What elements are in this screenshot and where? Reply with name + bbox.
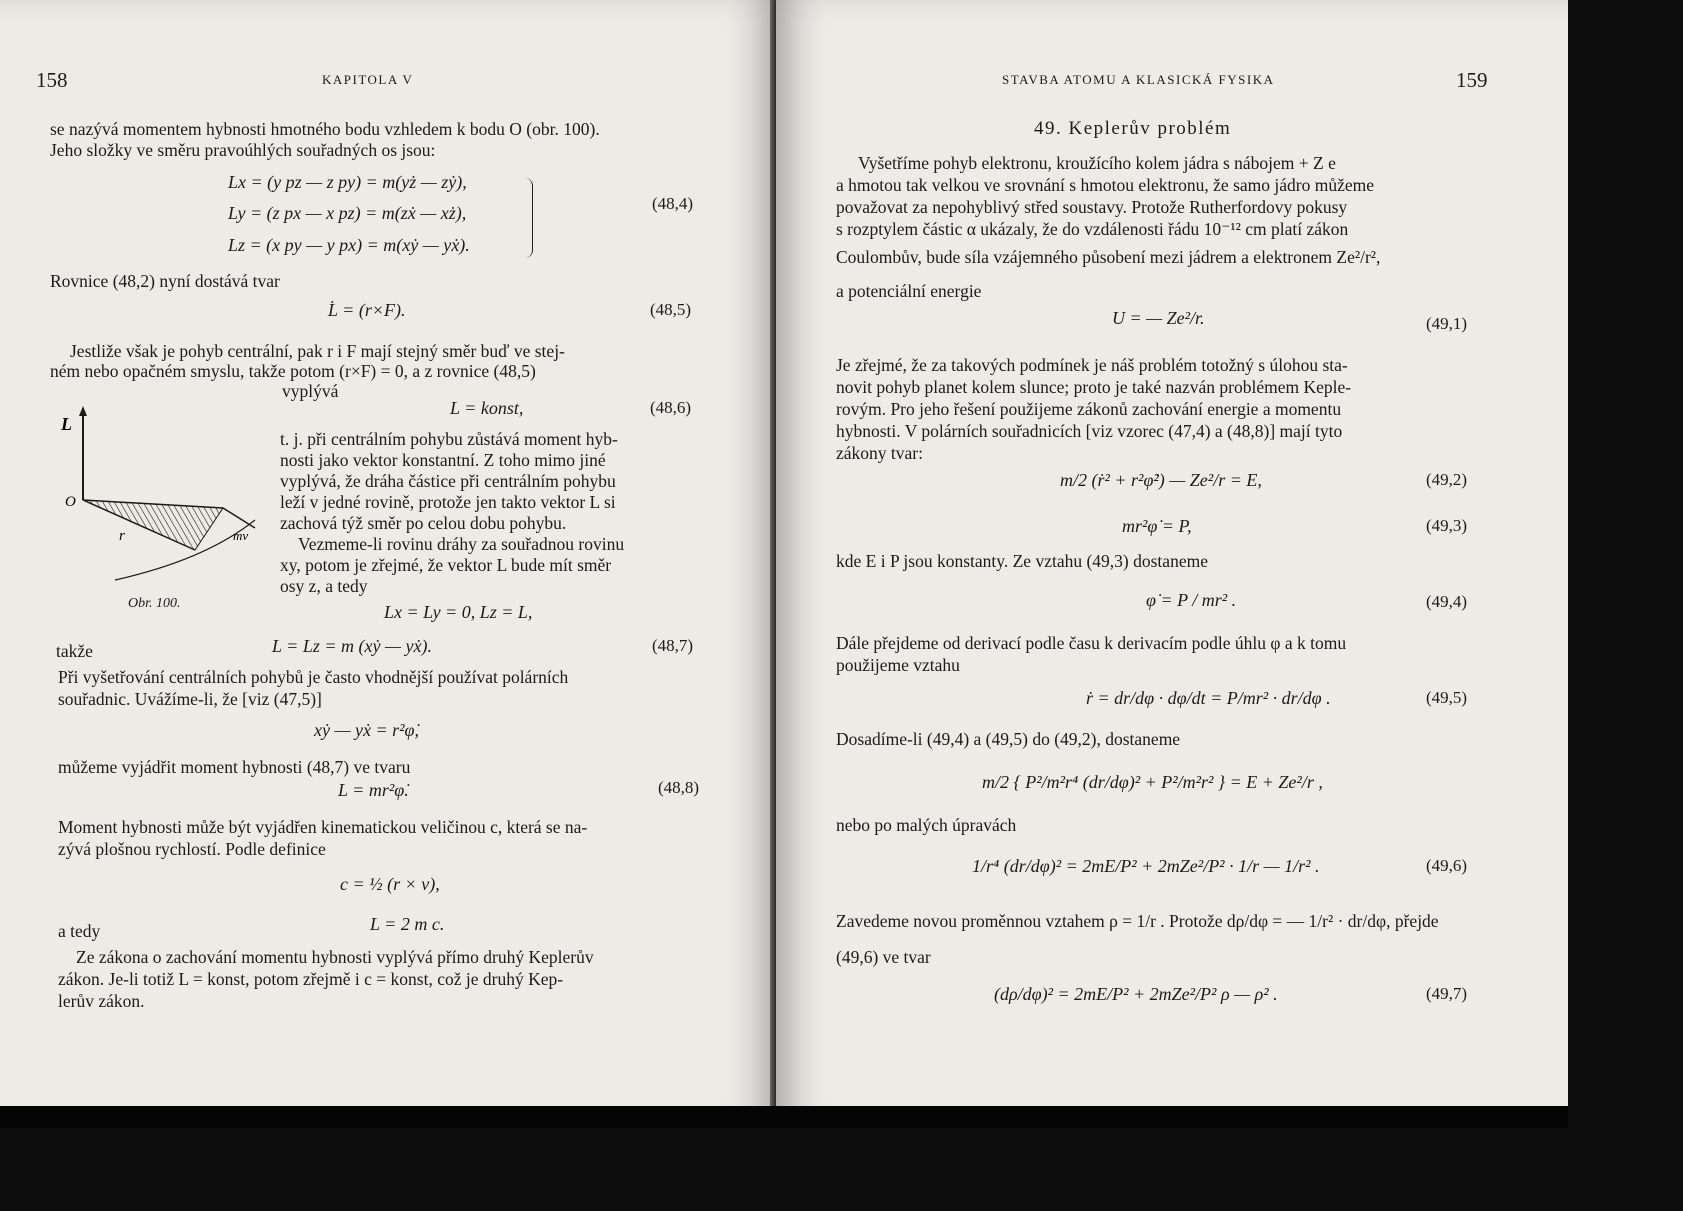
text-line: Je zřejmé, že za takových podmínek je náš problém totožný s úlohou sta- bbox=[836, 355, 1348, 375]
equation: 1/r⁴ (dr/dφ)² = 2mE/P² + 2mZe²/P² · 1/r — 1/r² . bbox=[972, 856, 1320, 876]
text-line: souřadnic. Uvážíme-li, že [viz (47,5)] bbox=[58, 689, 322, 709]
equation-number: (48,4) bbox=[652, 194, 694, 213]
text-line: a hmotou tak velkou ve srovnání s hmotou elektronu, že samo jádro můžeme bbox=[836, 175, 1374, 195]
equation: m/2 (ṙ² + r²φ̇²) — Ze²/r = E, bbox=[1060, 470, 1262, 490]
text-line: hybnosti. V polárních souřadnicích [viz vzorec (47,4) a (48,8)] mají tyto bbox=[836, 421, 1343, 441]
running-head: STAVBA ATOMU A KLASICKÁ FYSIKA bbox=[1002, 72, 1275, 87]
text-line: zývá plošnou rychlostí. Podle definice bbox=[58, 839, 326, 859]
section-title: 49. Keplerův problém bbox=[1034, 118, 1232, 139]
equation-number: (48,5) bbox=[650, 300, 692, 319]
right-page bbox=[776, 0, 1568, 1128]
paragraph: kde E i P jsou konstanty. Ze vztahu (49,3) dostaneme bbox=[836, 551, 1208, 571]
text-line: Coulombův, bude síla vzájemného působení mezi jádrem a elektronem Ze²/r², bbox=[836, 247, 1381, 267]
equation-number: (49,4) bbox=[1426, 592, 1468, 611]
figure-label: r bbox=[119, 528, 125, 544]
text-line: a tedy bbox=[58, 921, 101, 941]
brace bbox=[522, 178, 533, 258]
vector-arrowhead bbox=[79, 406, 87, 416]
text-line: Ze zákona o zachování momentu hybnosti vyplývá přímo druhý Keplerův bbox=[76, 947, 594, 967]
text-line: rovým. Pro jeho řešení použijeme zákonů zachování energie a momentu bbox=[836, 399, 1342, 419]
equation: U = — Ze²/r. bbox=[1112, 308, 1205, 328]
equation: L = 2 m c. bbox=[370, 914, 445, 934]
equation: L = konst, bbox=[450, 398, 524, 418]
equation-line: Ly = (z px — x pz) = m(zẋ — xż), bbox=[228, 203, 467, 223]
equation: Lx = Ly = 0, Lz = L, bbox=[384, 602, 533, 622]
text-line: leží v jedné rovině, protože jen takto vektor L si bbox=[280, 492, 616, 512]
equation-number: (49,3) bbox=[1426, 516, 1468, 535]
equation-number: (49,1) bbox=[1426, 314, 1468, 333]
area-swept bbox=[83, 500, 223, 550]
text-line: Jestliže však je pohyb centrální, pak r i F mají stejný směr buď ve stej- bbox=[70, 341, 565, 361]
equation-number: (48,8) bbox=[658, 778, 700, 797]
text-line: se nazývá momentem hybnosti hmotného bodu vzhledem k bodu O (obr. 100). bbox=[50, 119, 600, 139]
text-line: považovat za nepohyblivý střed soustavy. Protože Rutherfordovy pokusy bbox=[836, 197, 1348, 217]
equation-line: Lx = (y pz — z py) = m(yż — zẏ), bbox=[228, 172, 467, 192]
text-line: a potenciální energie bbox=[836, 281, 982, 301]
text-line: vyplývá bbox=[282, 381, 339, 401]
velocity-vector bbox=[223, 508, 255, 528]
text-line: (49,6) ve tvar bbox=[836, 947, 931, 967]
equation: φ̇ = P / mr² . bbox=[1146, 590, 1237, 610]
text-line: t. j. při centrálním pohybu zůstává moment hyb- bbox=[280, 429, 618, 449]
text-line: Jeho složky ve směru pravoúhlých souřadných os jsou: bbox=[50, 140, 436, 160]
page-number: 159 bbox=[1456, 68, 1488, 92]
text-line: vyplývá, že dráha částice při centrálním pohybu bbox=[280, 471, 616, 491]
text-line: Vyšetříme pohyb elektronu, kroužícího kolem jádra s nábojem + Z e bbox=[858, 153, 1336, 173]
text-line: použijeme vztahu bbox=[836, 655, 960, 675]
text-line: zákony tvar: bbox=[836, 443, 923, 463]
equation-line: Lz = (x py — y px) = m(xẏ — yẋ). bbox=[228, 235, 470, 255]
paragraph: Rovnice (48,2) nyní dostává tvar bbox=[50, 271, 280, 291]
equation: L̇ = (r×F). bbox=[328, 300, 406, 320]
figure-label: O bbox=[65, 494, 76, 510]
equation: c = ½ (r × v), bbox=[340, 874, 440, 894]
text-line: xy, potom je zřejmé, že vektor L bude mít směr bbox=[280, 555, 612, 575]
text-line: zákon. Je-li totiž L = konst, potom zřejmě i c = konst, což je druhý Kep- bbox=[58, 969, 564, 989]
text-line: ném nebo opačném smyslu, takže potom (r×F) = 0, a z rovnice (48,5) bbox=[50, 361, 536, 381]
equation: (dρ/dφ)² = 2mE/P² + 2mZe²/P² ρ — ρ² . bbox=[994, 984, 1278, 1004]
paragraph: nebo po malých úpravách bbox=[836, 815, 1017, 835]
paragraph: můžeme vyjádřit moment hybnosti (48,7) ve tvaru bbox=[58, 757, 411, 777]
equation: mr²φ̇ = P, bbox=[1122, 516, 1192, 536]
equation: L = Lz = m (xẏ — yẋ). bbox=[272, 636, 432, 656]
equation-number: (49,5) bbox=[1426, 688, 1468, 707]
text-line: nosti jako vektor konstantní. Z toho mimo jiné bbox=[280, 450, 606, 470]
text-line: lerův zákon. bbox=[58, 991, 145, 1011]
equation-number: (49,2) bbox=[1426, 470, 1468, 489]
text-line: zachová týž směr po celou dobu pohybu. bbox=[280, 513, 567, 533]
equation-number: (48,7) bbox=[652, 636, 694, 655]
equation-number: (49,7) bbox=[1426, 984, 1468, 1003]
text-line: Zavedeme novou proměnnou vztahem ρ = 1/r . Protože dρ/dφ = — 1/r² · dr/dφ, přejde bbox=[836, 911, 1439, 931]
equation: L = mr²φ̇. bbox=[338, 780, 409, 800]
running-head: KAPITOLA V bbox=[322, 72, 414, 87]
figure-caption: Obr. 100. bbox=[128, 596, 181, 611]
equation: m/2 { P²/m²r⁴ (dr/dφ)² + P²/m²r² } = E + Ze²/r , bbox=[982, 772, 1323, 792]
figure-label: L bbox=[61, 414, 72, 434]
paragraph: Dosadíme-li (49,4) a (49,5) do (49,2), dostaneme bbox=[836, 729, 1181, 749]
text-line: Moment hybnosti může být vyjádřen kinematickou veličinou c, která se na- bbox=[58, 817, 588, 837]
equation-number: (48,6) bbox=[650, 398, 692, 417]
text-line: s rozptylem částic α ukázaly, že do vzdálenosti řádu 10⁻¹² cm platí zákon bbox=[836, 219, 1349, 239]
scan-bottom-edge bbox=[0, 1106, 1568, 1128]
page-number: 158 bbox=[36, 68, 68, 92]
text-line: Dále přejdeme od derivací podle času k derivacím podle úhlu φ a k tomu bbox=[836, 633, 1347, 653]
text-line: novit pohyb planet kolem slunce; proto je také nazván problémem Keple- bbox=[836, 377, 1352, 397]
equation: xẏ — yẋ = r²φ̇, bbox=[314, 720, 419, 740]
text-line: takže bbox=[56, 641, 93, 661]
text-line: Při vyšetřování centrálních pohybů je často vhodnější používat polárních bbox=[58, 667, 569, 687]
equation-number: (49,6) bbox=[1426, 856, 1468, 875]
equation: ṙ = dr/dφ · dφ/dt = P/mr² · dr/dφ . bbox=[1086, 688, 1331, 708]
text-line: osy z, a tedy bbox=[280, 576, 368, 596]
figure-label: mv bbox=[233, 528, 249, 543]
text-line: Vezmeme-li rovinu dráhy za souřadnou rovinu bbox=[298, 534, 625, 554]
left-page bbox=[0, 0, 776, 1128]
figure-100 bbox=[55, 400, 275, 600]
